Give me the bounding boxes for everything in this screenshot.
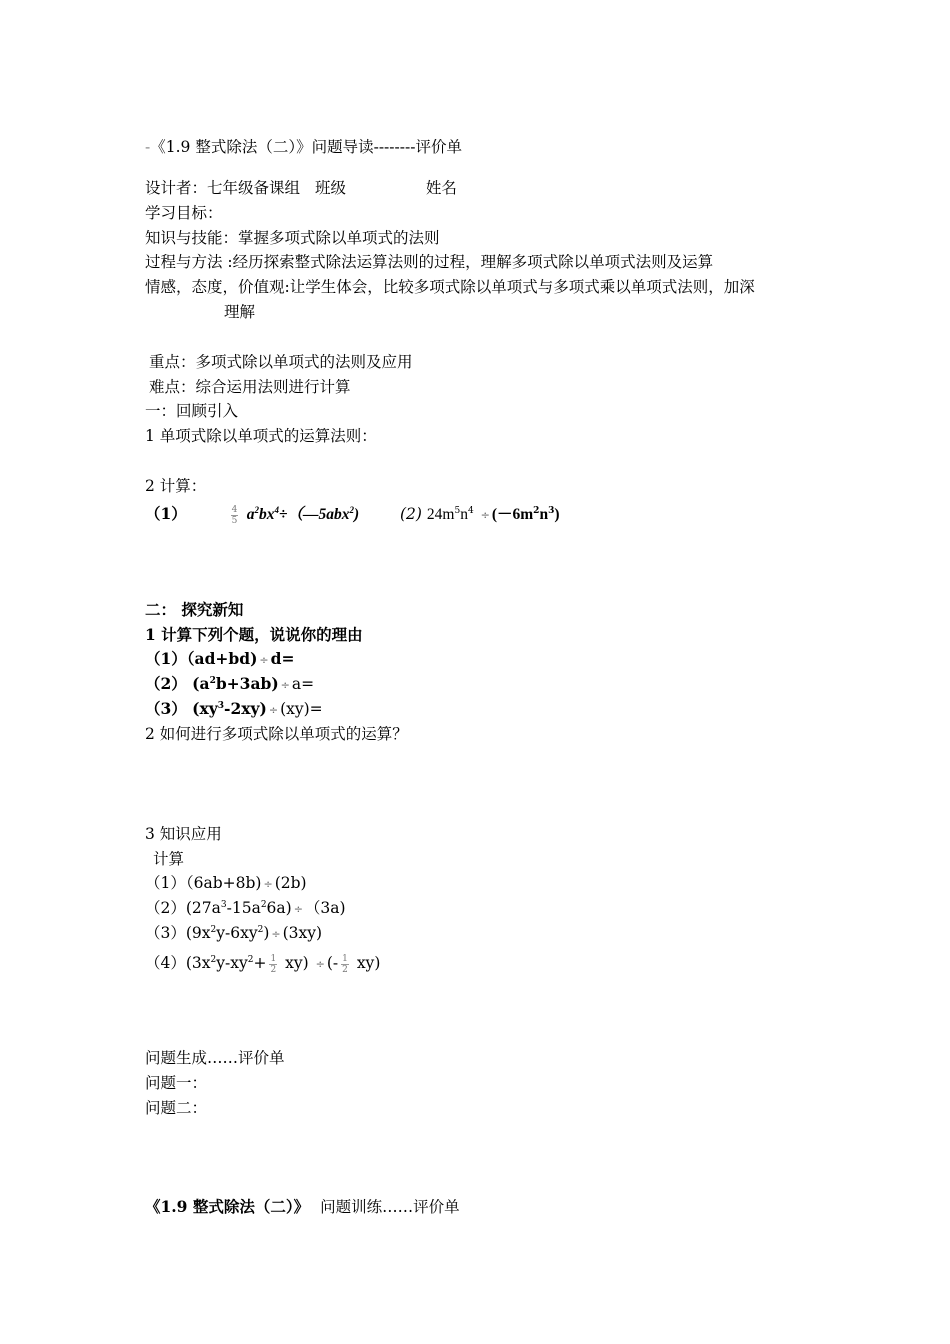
designer-line: 设计者：七年级备课组 班级 姓名 [145,179,457,197]
question-generation-title: 问题生成……评价单 [145,1049,285,1067]
document-title: -《1.9 整式除法（二）》问题导读--------评价单 [145,138,462,156]
goal-process: 过程与方法 :经历探索整式除法运算法则的过程，理解多项式除以单项式法则及运算 [145,253,714,271]
fraction-4-5: $\frac{4}{5}$ [231,504,238,526]
divide-icon: ÷ [268,704,279,717]
section2-item-3: （3） $(xy^3-2xy) \div (xy)=$ [145,699,323,721]
section2-item-1: （1）（ad+bd) ÷ d= [145,649,294,671]
goal-emotion-continued: 理解 [224,303,256,321]
calc-label: 计算 [153,850,185,868]
divide-icon: ÷ [293,903,303,916]
section1-heading: 一：回顾引入 [145,402,239,420]
section2-q2: 2 如何进行多项式除以单项式的运算？ [145,725,408,743]
section1-problem-1: （1） $\frac{4}{5}$ $a^2bx^4\div(—5abx^2)$ [145,504,360,526]
divide-icon: ÷ [280,679,290,692]
goals-heading: 学习目标： [145,204,223,222]
fraction-1-2: $\frac{1}{2}$ [270,953,277,975]
section1-q1: 1 单项式除以单项式的运算法则： [145,427,377,445]
question-one: 问题一： [145,1074,208,1092]
divide-icon: ÷ [480,509,490,522]
divide-icon: ÷ [315,958,325,971]
divide-icon: ÷ [259,654,269,667]
key-point: 重点：多项式除以单项式的法则及应用 [149,353,413,371]
goal-emotion: 情感，态度，价值观:让学生体会，比较多项式除以单项式与多项式乘以单项式法则，加深 [145,278,755,296]
section2-q3: 3 知识应用 [145,825,222,843]
application-3: $(3)(9x^2y-6xy^2) \div (3xy)$ [145,923,322,945]
section2-heading: 二： 探究新知 [145,600,244,619]
application-1: （1）（6ab+8b) ÷ (2b) [145,873,307,895]
goal-knowledge: 知识与技能：掌握多项式除以单项式的法则 [145,229,440,247]
difficulty-point: 难点：综合运用法则进行计算 [149,378,351,396]
fraction-1-2-second: $\frac{1}{2}$ [342,953,348,975]
section1-q2: 2 计算： [145,477,207,495]
training-title: 《1.9 整式除法（二）》 问题训练……评价单 [145,1197,460,1216]
divide-icon: ÷ [271,928,281,941]
section2-q1: 1 计算下列个题，说说你的理由 [145,625,363,644]
question-two: 问题二： [145,1099,208,1117]
section1-problem-2: (2) $24m^5n^4 \div (-6m^2n^3)$ [400,504,560,526]
application-2: $(2)(27a^3-15a^26a) \div (3a)$ [145,898,346,920]
application-4: $(4)(3x^2y-xy^2+$ $\frac{1}{2}$ xy) ÷ (- $\frac{1}{2}$ xy) [145,953,381,975]
divide-icon: ÷ [263,878,273,891]
section2-item-2: （2） $(a^2b+3ab) \div a=$ [145,674,314,696]
